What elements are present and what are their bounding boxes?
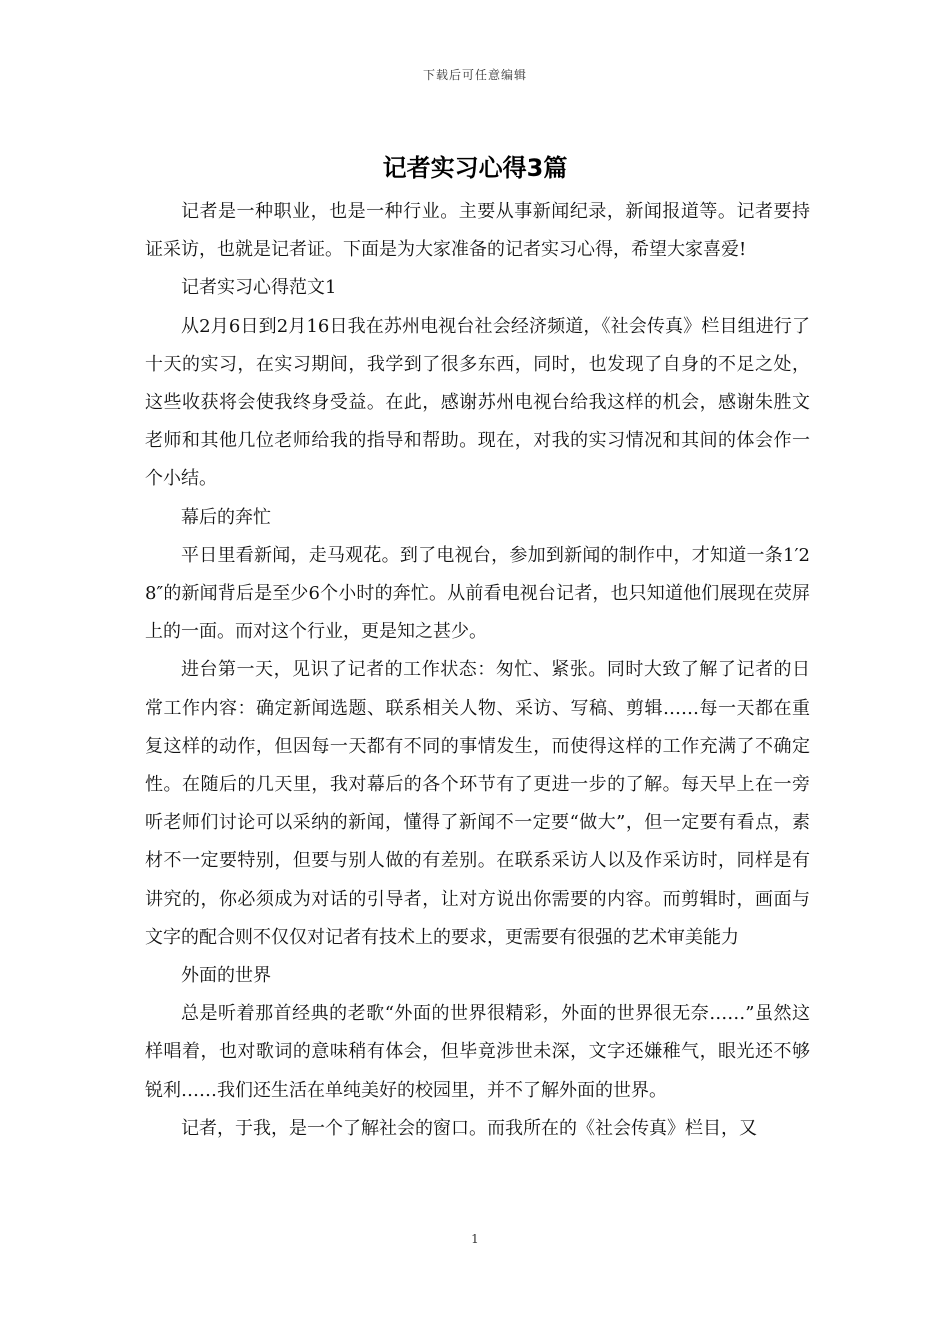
paragraph: 总是听着那首经典的老歌“外面的世界很精彩，外面的世界很无奈……”虽然这样唱着，也对歌词的意味稍有体会，但毕竟涉世未深，文字还嫌稚气，眼光还不够锐利……我们还生活在单纯美好的校园里，并不了解外面的世界。 — [145, 1003, 810, 1101]
section-heading-sample-1: 记者实习心得范文1 — [181, 277, 337, 299]
paragraph: 从2月6日到2月16日我在苏州电视台社会经济频道，《社会传真》栏目组进行了十天的实习，在实习期间，我学到了很多东西，同时，也发现了自身的不足之处，这些收获将会使我终身受益。在此，感谢苏州电视台给我这样的机会，感谢朱胜文老师和其他几位老师给我的指导和帮助。现在，对我的实习情况和其间的体会作一个小结。 — [145, 315, 810, 490]
page-number: 1 — [471, 1232, 479, 1246]
paragraph: 记者，于我，是一个了解社会的窗口。而我所在的《社会传真》栏目，又 — [181, 1117, 757, 1139]
document-title: 记者实习心得3篇 — [382, 154, 568, 182]
document-body — [145, 193, 810, 1148]
page-header-note: 下载后可任意编辑 — [422, 68, 527, 82]
paragraph: 平日里看新闻，走马观花。到了电视台，参加到新闻的制作中，才知道一条1′28″的新闻背后是至少6个小时的奔忙。从前看电视台记者，也只知道他们展现在荧屏上的一面。而对这个行业，更是知之甚少。 — [145, 544, 810, 643]
section-heading-outside-world: 外面的世界 — [181, 965, 271, 987]
section-heading-behind-the-scenes: 幕后的奔忙 — [181, 506, 271, 528]
paragraph: 进台第一天，见识了记者的工作状态：匆忙、紧张。同时大致了解了记者的日常工作内容：确定新闻选题、联系相关人物、采访、写稿、剪辑……每一天都在重复这样的动作，但因每一天都有不同的事情发生，而使得这样的工作充满了不确定性。在随后的几天里，我对幕后的各个环节有了更进一步的了解。每天早上在一旁听老师们讨论可以采纳的新闻，懂得了新闻不一定要“做大”，但一定要有看点，素材不一定要特别，但要与别人做的有差别。在联系采访人以及作采访时，同样是有讲究的，你必须成为对话的引导者，让对方说出你需要的内容。而剪辑时，画面与文字的配合则不仅仅对记者有技术上的要求，更需要有很强的艺术审美能力 — [145, 659, 810, 948]
paragraph-intro: 记者是一种职业，也是一种行业。主要从事新闻纪录，新闻报道等。记者要持证采访，也就是记者证。下面是为大家准备的记者实习心得，希望大家喜爱! — [145, 201, 810, 261]
